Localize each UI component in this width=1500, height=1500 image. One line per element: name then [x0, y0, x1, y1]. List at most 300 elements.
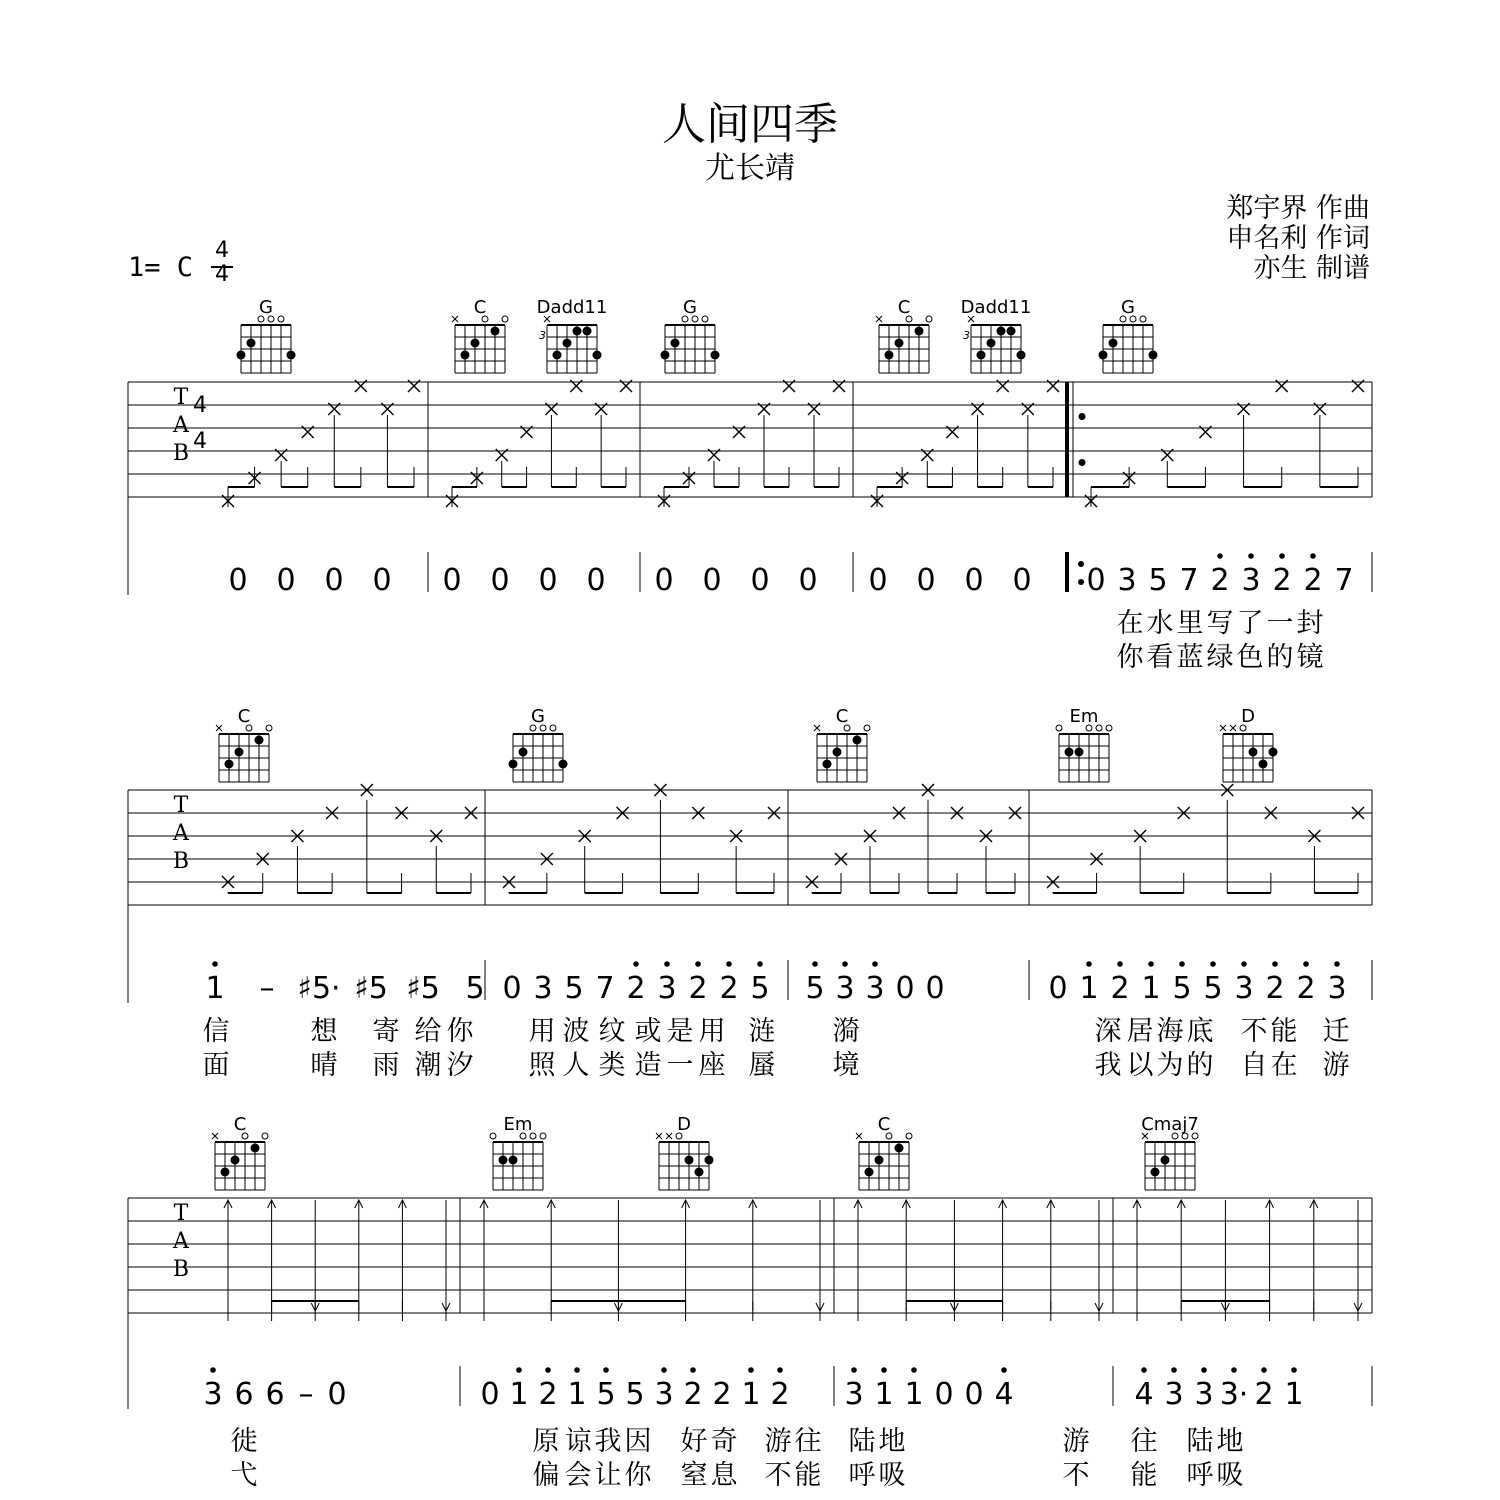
jianpu-note: 3 [1164, 1377, 1184, 1412]
finger-dot [661, 351, 670, 360]
finger-dot [235, 748, 244, 757]
lyric-character: 游 [764, 1426, 792, 1457]
lyric-character: 类 [598, 1050, 626, 1081]
octave-up-dot [777, 1367, 783, 1373]
jianpu-note: 7 [1334, 563, 1354, 598]
finger-dot [559, 760, 568, 769]
tab-time-sig-numerator: 4 [193, 393, 207, 418]
lyric-character: 的 [1186, 1050, 1214, 1081]
jianpu-note: 5 [1172, 971, 1192, 1006]
chord-diagram-cmaj7 [1141, 1114, 1199, 1190]
octave-up-dot [690, 1367, 696, 1373]
octave-up-dot [1241, 961, 1247, 967]
fret-position-label: 3 [963, 329, 970, 342]
tab-clef-letter: T [173, 385, 189, 410]
finger-dot [509, 1156, 518, 1165]
jianpu-note: ♯5 [354, 971, 388, 1006]
jianpu-note: 4 [994, 1377, 1014, 1412]
tab-clef-letter: A [173, 1229, 189, 1254]
jianpu-note: 0 [750, 563, 770, 598]
open-string-mark [864, 725, 870, 731]
finger-dot [977, 351, 986, 360]
jianpu-note: 1 [509, 1377, 529, 1412]
finger-dot [461, 351, 470, 360]
jianpu-note: 2 [1210, 563, 1230, 598]
lyric-character: 晴 [310, 1050, 338, 1081]
jianpu-note: 1 [567, 1377, 587, 1412]
lyric-character: 谅 [564, 1426, 592, 1457]
jianpu-note: 5 [1148, 563, 1168, 598]
lyric-character: 地 [878, 1426, 906, 1457]
finger-dot [563, 339, 572, 348]
jianpu-note: 2 [688, 971, 708, 1006]
lyric-character: 你 [446, 1016, 474, 1047]
finger-dot [247, 339, 256, 348]
lyric-character: 境 [832, 1050, 860, 1081]
lyric-character: 因 [624, 1426, 652, 1457]
lyric-character: 绿 [1206, 642, 1234, 673]
lyric-character: 好 [680, 1426, 708, 1457]
finger-dot [705, 1156, 714, 1165]
finger-dot [895, 339, 904, 348]
finger-dot [895, 1144, 904, 1153]
octave-up-dot [1303, 961, 1309, 967]
octave-up-dot [1179, 961, 1185, 967]
octave-up-dot [851, 1367, 857, 1373]
lyric-character: 里 [1176, 608, 1204, 639]
open-string-mark [702, 316, 708, 322]
jianpu-note: 5 [625, 1377, 645, 1412]
finger-dot [519, 748, 528, 757]
finger-dot [1149, 351, 1158, 360]
octave-up-dot [812, 961, 818, 967]
octave-up-dot [1272, 961, 1278, 967]
octave-up-dot [1201, 1367, 1207, 1373]
finger-dot [1017, 351, 1026, 360]
lyric-character: 以 [1126, 1050, 1154, 1081]
finger-dot [685, 1156, 694, 1165]
octave-up-dot [1261, 1367, 1267, 1373]
open-string-mark [278, 316, 284, 322]
open-string-mark [1140, 316, 1146, 322]
tab-clef-letter: A [173, 413, 189, 438]
repeat-dot [1078, 561, 1084, 567]
jianpu-note: 0 [586, 563, 606, 598]
chord-diagram-g [1099, 297, 1158, 373]
jianpu-note: 0 [964, 563, 984, 598]
time-signature-numerator: 4 [215, 238, 229, 263]
jianpu-note: 0 [480, 1377, 500, 1412]
open-string-mark [262, 1133, 268, 1139]
finger-dot [711, 351, 720, 360]
open-string-mark [906, 1133, 912, 1139]
lyric-character: 你 [1116, 642, 1144, 673]
lyric-character: 自 [1240, 1050, 1268, 1081]
finger-dot [1075, 748, 1084, 757]
chord-diagram-g [661, 297, 720, 373]
jianpu-note: 2 [1265, 971, 1285, 1006]
octave-up-dot [210, 1367, 216, 1373]
jianpu-note: 2 [626, 971, 646, 1006]
lyric-character: 居 [1126, 1016, 1154, 1047]
jianpu-note: 1 [1284, 1377, 1304, 1412]
octave-up-dot [757, 961, 763, 967]
fret-position-label: 3 [539, 329, 546, 342]
chord-diagram-dadd11 [961, 297, 1032, 373]
jianpu-note: 6 [234, 1377, 254, 1412]
lyric-character: 潮 [414, 1050, 442, 1081]
chord-name: D [1241, 706, 1255, 727]
finger-dot [1007, 327, 1016, 336]
jianpu-note: 3· [1219, 1377, 1249, 1412]
chord-name: C [233, 1114, 247, 1135]
finger-dot [491, 327, 500, 336]
chord-name: G [531, 706, 545, 727]
finger-dot [221, 1168, 230, 1177]
jianpu-note: 0 [964, 1377, 984, 1412]
octave-up-dot [1171, 1367, 1177, 1373]
lyric-character: 弋 [230, 1460, 258, 1491]
finger-dot [1259, 760, 1268, 769]
chord-diagram-c [876, 297, 932, 373]
jianpu-note: 3 [1194, 1377, 1214, 1412]
lyric-character: 能 [1130, 1460, 1158, 1491]
lyric-character: 我 [594, 1426, 622, 1457]
finger-dot [237, 351, 246, 360]
octave-up-dot [695, 961, 701, 967]
jianpu-note: 0 [895, 971, 915, 1006]
song-title: 人间四季 [662, 99, 838, 150]
finger-dot [1269, 748, 1278, 757]
finger-dot [231, 1156, 240, 1165]
jianpu-note: 1 [874, 1377, 894, 1412]
chord-name: D [677, 1114, 691, 1135]
tab-clef-letter: A [173, 821, 189, 846]
jianpu-note: 3 [1241, 563, 1261, 598]
lyric-character: 窒 [680, 1460, 708, 1491]
jianpu-note: 3 [533, 971, 553, 1006]
chord-diagram-g [509, 706, 568, 782]
finger-dot [1109, 339, 1118, 348]
lyric-character: 一 [666, 1050, 694, 1081]
jianpu-note: 2 [1110, 971, 1130, 1006]
jianpu-note: 0 [1086, 563, 1106, 598]
lyric-character: 原 [532, 1426, 560, 1457]
jianpu-note: 1 [904, 1377, 924, 1412]
chord-name: Cmaj7 [1141, 1114, 1199, 1135]
lyric-character: 我 [1094, 1050, 1122, 1081]
tab-time-sig-denominator: 4 [193, 429, 207, 454]
chord-name: Em [503, 1114, 533, 1135]
octave-up-dot [872, 961, 878, 967]
octave-up-dot [574, 1367, 580, 1373]
lyric-character: 看 [1146, 642, 1174, 673]
chord-diagram-c [856, 1114, 912, 1190]
lyric-character: 呼 [848, 1460, 876, 1491]
octave-up-dot [1291, 1367, 1297, 1373]
octave-up-dot [516, 1367, 522, 1373]
key-signature: 1= C [128, 252, 194, 283]
chord-name: C [835, 706, 849, 727]
chord-name: C [237, 706, 251, 727]
octave-up-dot [1210, 961, 1216, 967]
finger-dot [997, 327, 1006, 336]
octave-up-dot [545, 1367, 551, 1373]
finger-dot [251, 1144, 260, 1153]
lyric-character: 人 [562, 1050, 590, 1081]
jianpu-note: 0 [654, 563, 674, 598]
tab-clef-letter: T [173, 1201, 189, 1226]
jianpu-note: 5 [750, 971, 770, 1006]
lyric-character: 息 [710, 1460, 738, 1491]
lyric-character: 造 [634, 1050, 662, 1081]
lyric-character: 你 [624, 1460, 652, 1491]
lyric-character: 游 [1062, 1426, 1090, 1457]
lyric-character: 地 [1216, 1426, 1244, 1457]
jianpu-note: 0 [868, 563, 888, 598]
finger-dot [1151, 1168, 1160, 1177]
finger-dot [1065, 748, 1074, 757]
open-string-mark [490, 1133, 496, 1139]
finger-dot [853, 736, 862, 745]
jianpu-note: 2 [538, 1377, 558, 1412]
open-string-mark [926, 316, 932, 322]
jianpu-note: 2 [1254, 1377, 1274, 1412]
jianpu-note: 3 [835, 971, 855, 1006]
finger-dot [1249, 748, 1258, 757]
tab-clef-letter: B [172, 1257, 190, 1282]
lyric-character: 在 [1270, 1050, 1298, 1081]
finger-dot [875, 1156, 884, 1165]
lyric-character: 陆 [1186, 1426, 1214, 1457]
jianpu-note: 0 [1012, 563, 1032, 598]
octave-up-dot [1086, 961, 1092, 967]
lyric-character: 是 [666, 1016, 694, 1047]
octave-up-dot [1248, 553, 1254, 559]
lyric-character: 往 [1130, 1426, 1158, 1457]
octave-up-dot [1231, 1367, 1237, 1373]
jianpu-note: 0 [798, 563, 818, 598]
jianpu-note: 6 [265, 1377, 285, 1412]
lyric-character: 给 [414, 1016, 442, 1047]
jianpu-note: 0 [490, 563, 510, 598]
lyric-character: 涟 [748, 1016, 776, 1047]
jianpu-note: 0 [442, 563, 462, 598]
jianpu-note: 3 [657, 971, 677, 1006]
jianpu-note: 4 [1134, 1377, 1154, 1412]
chord-diagram-em [1056, 706, 1112, 782]
jianpu-note: 5 [805, 971, 825, 1006]
jianpu-note: 0 [276, 563, 296, 598]
finger-dot [1099, 351, 1108, 360]
octave-up-dot [881, 1367, 887, 1373]
jianpu-note: 5 [564, 971, 584, 1006]
lyric-character: 迁 [1322, 1016, 1350, 1047]
octave-up-dot [1310, 553, 1316, 559]
repeat-dot [1079, 459, 1086, 466]
octave-up-dot [1217, 553, 1223, 559]
finger-dot [573, 327, 582, 336]
transcriber-credit: 亦生 制谱 [1253, 253, 1370, 284]
lyric-character: 封 [1296, 608, 1324, 639]
lyric-character: 雨 [372, 1050, 400, 1081]
lyric-character: 呼 [1186, 1460, 1214, 1491]
finger-dot [583, 327, 592, 336]
lyric-character: 陆 [848, 1426, 876, 1457]
finger-dot [671, 339, 680, 348]
octave-up-dot [748, 1367, 754, 1373]
open-string-mark [1096, 725, 1102, 731]
finger-dot [987, 339, 996, 348]
lyric-character: 在 [1116, 608, 1144, 639]
octave-up-dot [212, 961, 218, 967]
jianpu-note: 2 [1296, 971, 1316, 1006]
lyric-character: 不 [1062, 1460, 1090, 1491]
jianpu-note: 0 [702, 563, 722, 598]
octave-up-dot [1148, 961, 1154, 967]
composer-credit: 郑宇界 作曲 [1226, 193, 1370, 224]
chord-diagram-c [452, 297, 508, 373]
chord-diagram-c [814, 706, 870, 782]
time-signature-denominator: 4 [215, 262, 229, 287]
finger-dot [915, 327, 924, 336]
jianpu-note: 3 [844, 1377, 864, 1412]
chord-diagram-em [490, 1114, 546, 1190]
lyric-character: 吸 [878, 1460, 906, 1491]
finger-dot [593, 351, 602, 360]
open-string-mark [1056, 725, 1062, 731]
lyric-character: 波 [562, 1016, 590, 1047]
lyric-character: 的 [1266, 642, 1294, 673]
jianpu-note: 0 [228, 563, 248, 598]
open-string-mark [502, 316, 508, 322]
finger-dot [885, 351, 894, 360]
chord-diagram-d [656, 1114, 714, 1190]
jianpu-note: 1 [1141, 971, 1161, 1006]
lyric-character: 纹 [598, 1016, 626, 1047]
jianpu-note: 5 [465, 971, 485, 1006]
finger-dot [499, 1156, 508, 1165]
lyric-character: 往 [794, 1426, 822, 1457]
chord-diagram-c [212, 1114, 268, 1190]
octave-up-dot [1117, 961, 1123, 967]
open-string-mark [550, 725, 556, 731]
jianpu-note: 0 [327, 1377, 347, 1412]
lyric-character: 奇 [710, 1426, 738, 1457]
jianpu-note: 5 [596, 1377, 616, 1412]
lyricist-credit: 申名利 作词 [1226, 223, 1370, 254]
jianpu-note: 2 [1272, 563, 1292, 598]
finger-dot [695, 1168, 704, 1177]
octave-up-dot [726, 961, 732, 967]
repeat-dot [1078, 579, 1084, 585]
finger-dot [509, 760, 518, 769]
jianpu-note: 2 [683, 1377, 703, 1412]
tab-clef-letter: B [172, 849, 190, 874]
lyric-character: 徙 [230, 1426, 258, 1457]
chord-name: G [259, 297, 273, 318]
jianpu-note: 2 [712, 1377, 732, 1412]
artist-name: 尤长靖 [705, 151, 795, 186]
lyric-character: 吸 [1216, 1460, 1244, 1491]
finger-dot [823, 760, 832, 769]
jianpu-note: 3 [203, 1377, 223, 1412]
chord-name: Em [1069, 706, 1099, 727]
octave-up-dot [664, 961, 670, 967]
finger-dot [255, 736, 264, 745]
lyric-character: 信 [202, 1016, 230, 1047]
chord-name: C [473, 297, 487, 318]
lyric-character: 漪 [832, 1016, 860, 1047]
jianpu-note: 3 [1327, 971, 1347, 1006]
jianpu-note: 2 [1303, 563, 1323, 598]
jianpu-note: 1 [1079, 971, 1099, 1006]
lyric-character: 海 [1156, 1016, 1184, 1047]
jianpu-note: – [298, 1377, 314, 1412]
chord-diagram-dadd11 [537, 297, 608, 373]
lyric-character: 汐 [446, 1050, 474, 1081]
jianpu-note: 0 [538, 563, 558, 598]
finger-dot [865, 1168, 874, 1177]
lyric-character: 深 [1094, 1016, 1122, 1047]
octave-up-dot [842, 961, 848, 967]
chord-name: G [683, 297, 697, 318]
lyric-character: 色 [1236, 642, 1264, 673]
lyric-character: 能 [1270, 1016, 1298, 1047]
jianpu-note: 3 [1117, 563, 1137, 598]
octave-up-dot [1001, 1367, 1007, 1373]
jianpu-note: 0 [502, 971, 522, 1006]
jianpu-note: 2 [719, 971, 739, 1006]
lyric-character: 会 [564, 1460, 592, 1491]
open-string-mark [266, 725, 272, 731]
chord-name: C [877, 1114, 891, 1135]
lyric-character: 了 [1236, 608, 1264, 639]
octave-up-dot [1334, 961, 1340, 967]
open-string-mark [540, 1133, 546, 1139]
jianpu-note: 7 [1179, 563, 1199, 598]
jianpu-note: 0 [372, 563, 392, 598]
open-string-mark [1106, 725, 1112, 731]
finger-dot [225, 760, 234, 769]
jianpu-note: 3 [654, 1377, 674, 1412]
lyric-character: 底 [1186, 1016, 1214, 1047]
chord-name: Dadd11 [960, 297, 1032, 318]
jianpu-note: 0 [934, 1377, 954, 1412]
jianpu-note: 0 [324, 563, 344, 598]
jianpu-note: 0 [925, 971, 945, 1006]
jianpu-note: – [259, 971, 275, 1006]
jianpu-note: 0 [1048, 971, 1068, 1006]
jianpu-note: ♯5· [297, 971, 341, 1006]
lyric-character: 用 [698, 1016, 726, 1047]
lyric-character: 面 [202, 1050, 230, 1081]
lyric-character: 用 [528, 1016, 556, 1047]
lyric-character: 寄 [372, 1016, 400, 1047]
octave-up-dot [1141, 1367, 1147, 1373]
chord-name: G [1121, 297, 1135, 318]
jianpu-note: 3 [865, 971, 885, 1006]
chord-diagram-c [216, 706, 272, 782]
octave-up-dot [661, 1367, 667, 1373]
tab-clef-letter: T [173, 793, 189, 818]
finger-dot [553, 351, 562, 360]
lyric-character: 一 [1266, 608, 1294, 639]
finger-dot [287, 351, 296, 360]
lyric-character: 不 [1240, 1016, 1268, 1047]
octave-up-dot [1279, 553, 1285, 559]
lyric-character: 能 [794, 1460, 822, 1491]
